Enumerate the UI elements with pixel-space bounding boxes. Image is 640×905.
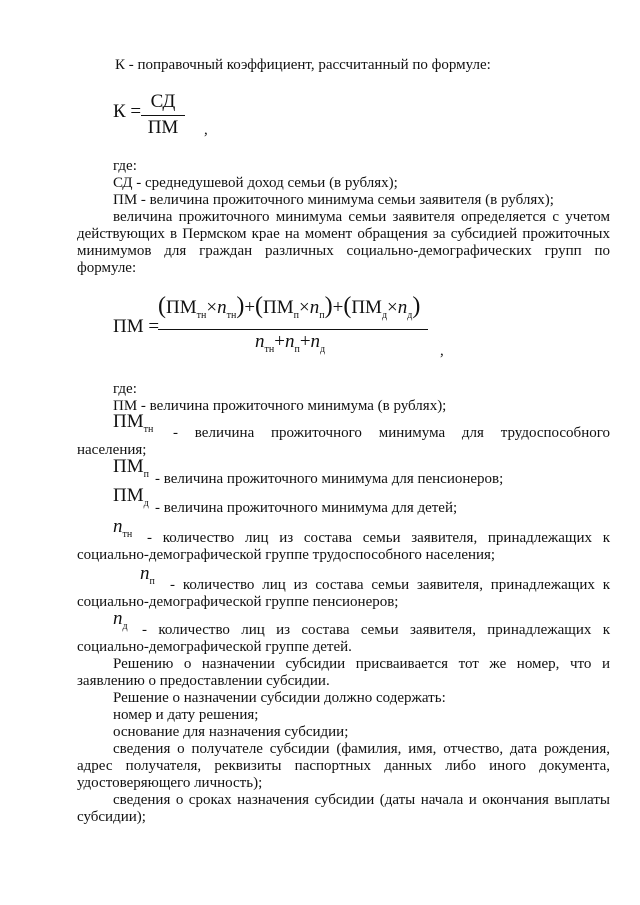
decision-item-recipient-line-2: адрес получателя, реквизиты паспортных данных либо иного документа, — [77, 758, 610, 774]
formula-pm-lhs: ПМ = — [113, 316, 160, 337]
where-label-2: где: — [113, 381, 137, 397]
pm-p-symbol: $ПМ_п$ — [113, 456, 149, 480]
decision-number-line-2: заявлению о предоставлении субсидии. — [77, 673, 330, 689]
pm-paragraph-line-3: минимумов для граждан различных социально-демографических групп по — [77, 243, 610, 259]
decision-item-basis: основание для назначения субсидии; — [113, 724, 349, 740]
pm-paragraph-line-4: формуле: — [77, 260, 137, 276]
n-tn-symbol: $n_{тн}$ — [113, 516, 133, 540]
formula-k-denominator: ПМ — [147, 117, 179, 138]
n-p-symbol: $n_п$ — [140, 563, 155, 587]
decision-item-number-date: номер и дату решения; — [113, 707, 259, 723]
n-tn-definition-line-1: - количество лиц из состава семьи заявителя, принадлежащих к — [147, 530, 610, 546]
formula-pm-denominator: $n_{тн}+n_п+n_д$ — [255, 331, 326, 355]
n-d-definition-line-1: - количество лиц из состава семьи заявителя, принадлежащих к — [142, 622, 610, 638]
n-tn-definition-line-2: социально-демографической группе трудоспособного населения; — [77, 547, 496, 563]
coefficient-intro: К - поправочный коэффициент, рассчитанный по формуле: — [115, 57, 491, 73]
formula-k-fraction-bar — [141, 115, 185, 116]
pm2-definition: ПМ - величина прожиточного минимума (в рублях); — [113, 398, 447, 414]
sd-definition: СД - среднедушевой доход семьи (в рублях); — [113, 175, 398, 191]
pm-definition: ПМ - величина прожиточного минимума семьи заявителя (в рублях); — [113, 192, 554, 208]
decision-item-terms-line-2: субсидии); — [77, 809, 146, 825]
n-d-symbol: $n_д$ — [113, 608, 128, 632]
decision-number-line-1: Решению о назначении субсидии присваивается тот же номер, что и — [113, 656, 610, 672]
formula-pm-numerator: $(ПМ_{тн}\times n_{тн})+(ПМ_п\times n_п)+(ПМ_д\times n_д)$ — [158, 293, 421, 321]
decision-item-recipient-line-1: сведения о получателе субсидии (фамилия, имя, отчество, дата рождения, — [113, 741, 610, 757]
formula-k-numerator: СД — [150, 91, 176, 112]
decision-item-terms-line-1: сведения о сроках назначения субсидии (даты начала и окончания выплаты — [113, 792, 610, 808]
pm-d-definition: - величина прожиточного минимума для детей; — [155, 500, 458, 516]
pm-tn-definition-line-2: населения; — [77, 442, 147, 458]
pm-p-definition: - величина прожиточного минимума для пенсионеров; — [155, 471, 504, 487]
formula-k-comma: , — [204, 122, 208, 138]
decision-contents-intro: Решение о назначении субсидии должно содержать: — [113, 690, 446, 706]
n-p-definition-line-1: - количество лиц из состава семьи заявителя, принадлежащих к — [170, 577, 610, 593]
formula-pm-fraction-bar — [158, 329, 428, 330]
formula-pm-comma: , — [440, 343, 444, 359]
where-label: где: — [113, 158, 137, 174]
formula-k-lhs: К = — [113, 101, 142, 122]
pm-tn-definition-line-1: - величина прожиточного минимума для трудоспособного — [173, 425, 610, 441]
pm-tn-symbol: $ПМ_{тн}$ — [113, 411, 154, 435]
decision-item-recipient-line-3: удостоверяющего личность); — [77, 775, 263, 791]
n-d-definition-line-2: социально-демографической группе детей. — [77, 639, 352, 655]
pm-paragraph-line-1: величина прожиточного минимума семьи заявителя определяется с учетом — [113, 209, 610, 225]
pm-d-symbol: $ПМ_д$ — [113, 485, 149, 509]
n-p-definition-line-2: социально-демографической группе пенсионеров; — [77, 594, 399, 610]
pm-paragraph-line-2: действующих в Пермском крае на момент обращения за субсидией прожиточных — [77, 226, 610, 242]
